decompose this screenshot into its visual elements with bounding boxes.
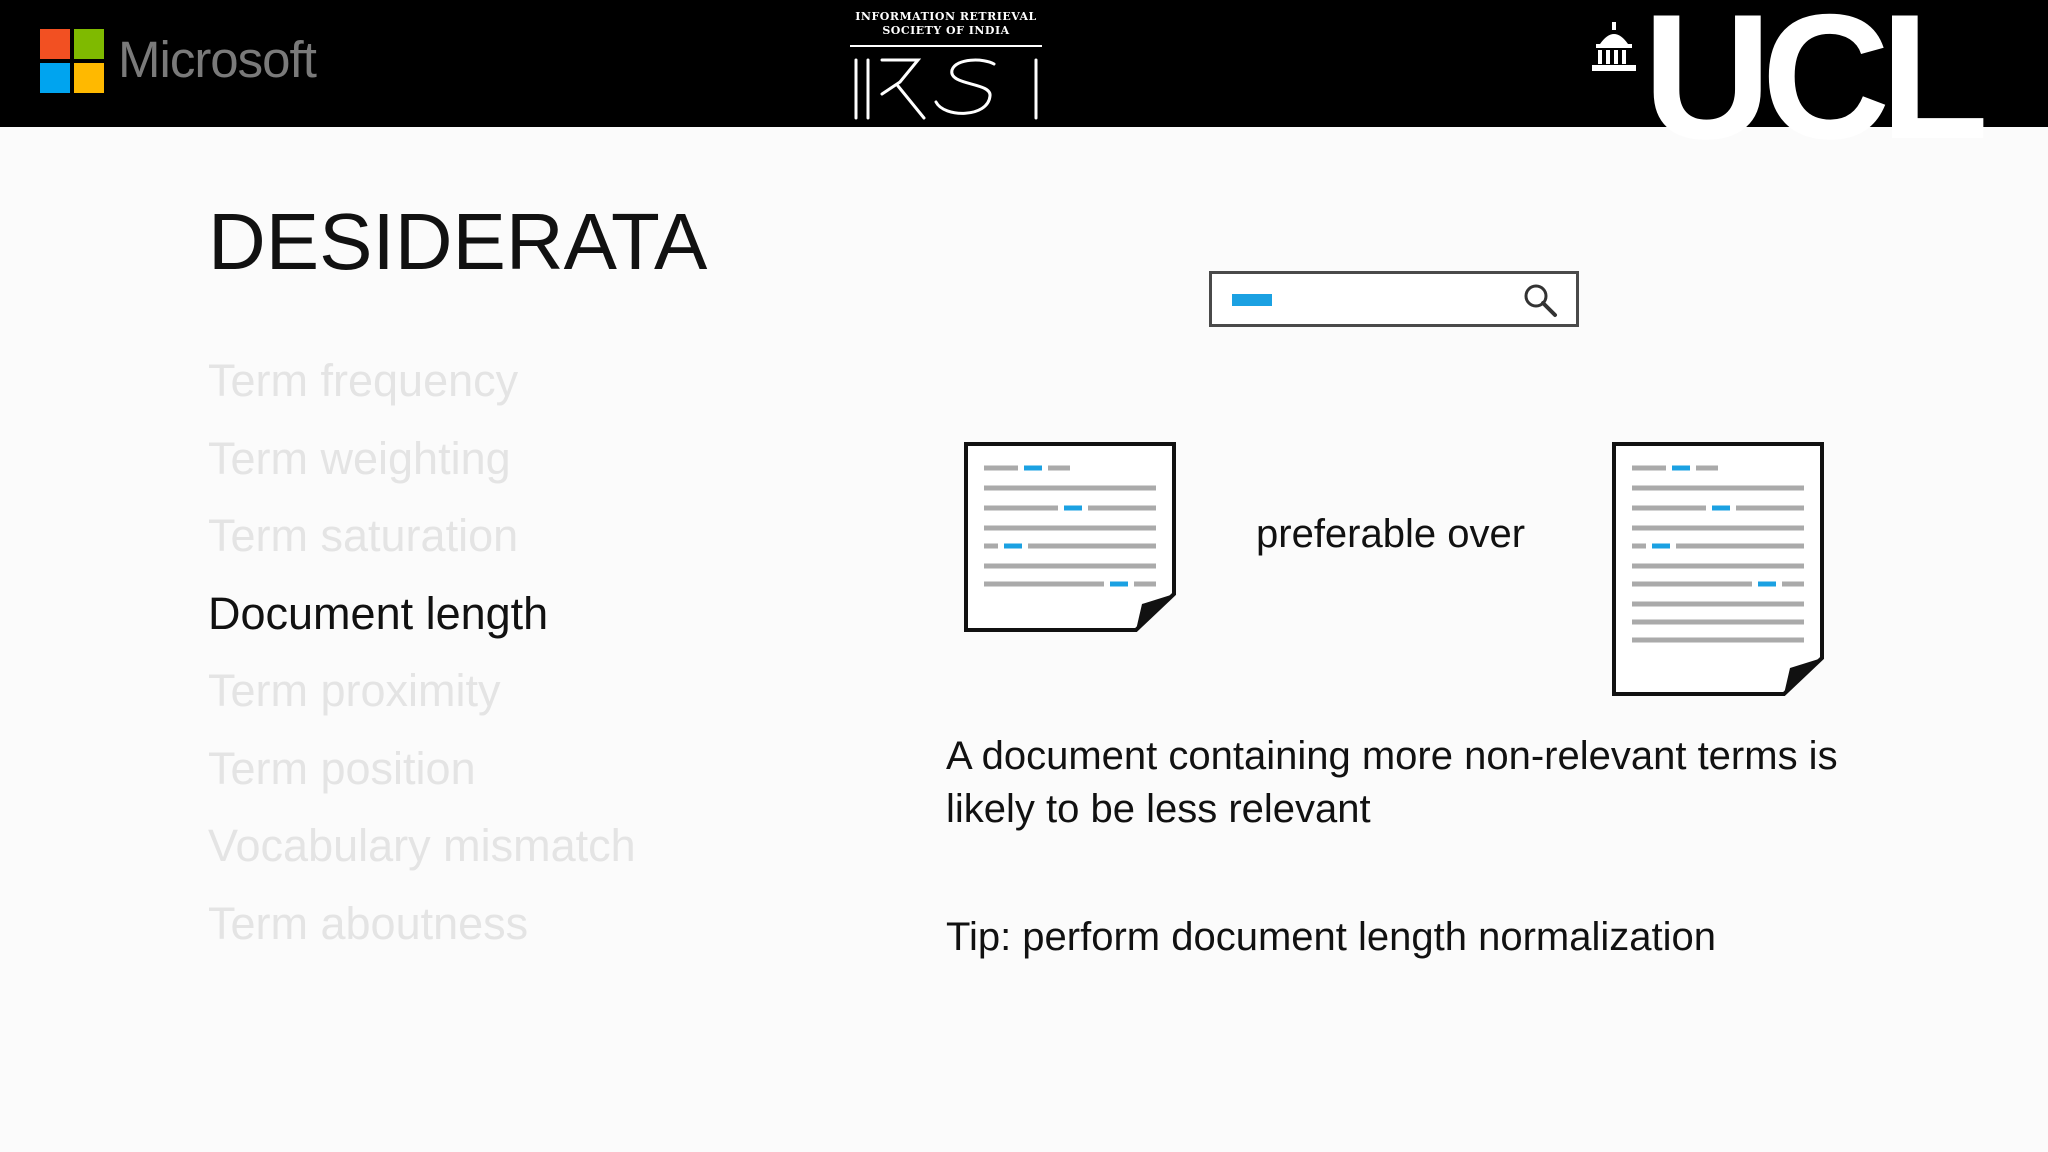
comparison-label: preferable over [1256,512,1526,556]
desiderata-item: Term proximity [208,665,501,716]
microsoft-wordmark: Microsoft [118,31,316,88]
desiderata-list [208,355,636,978]
desiderata-item-active: Document length [208,587,549,639]
search-box-illustration [1209,271,1579,327]
irsi-logo [848,2,1044,124]
irsi-logo-icon [848,42,1044,124]
ucl-wordmark: UCL [1643,0,1979,176]
desiderata-item: Vocabulary mismatch [208,820,636,871]
desiderata-item: Term frequency [208,355,519,406]
desiderata-item: Term position [208,742,476,794]
desiderata-item: Term weighting [208,432,511,484]
document-icon [1612,442,1826,696]
irsi-name-line1: INFORMATION RETRIEVAL [855,10,1037,23]
header-bar [0,0,2048,176]
document-icon [964,442,1178,632]
microsoft-logo-icon [40,29,104,93]
search-icon [1522,282,1558,318]
slide-title: DESIDERATA [208,197,708,286]
tip-text: Tip: perform document length normalization [946,915,1716,959]
desiderata-item: Term saturation [208,510,519,561]
search-query-term [1232,294,1272,306]
irsi-name-line2: SOCIETY OF INDIA [882,24,1010,37]
ucl-building-icon [1592,22,1636,72]
description-text: A document containing more non-relevant terms is likely to be less relevant [946,734,1838,831]
desiderata-item: Term aboutness [208,897,529,949]
